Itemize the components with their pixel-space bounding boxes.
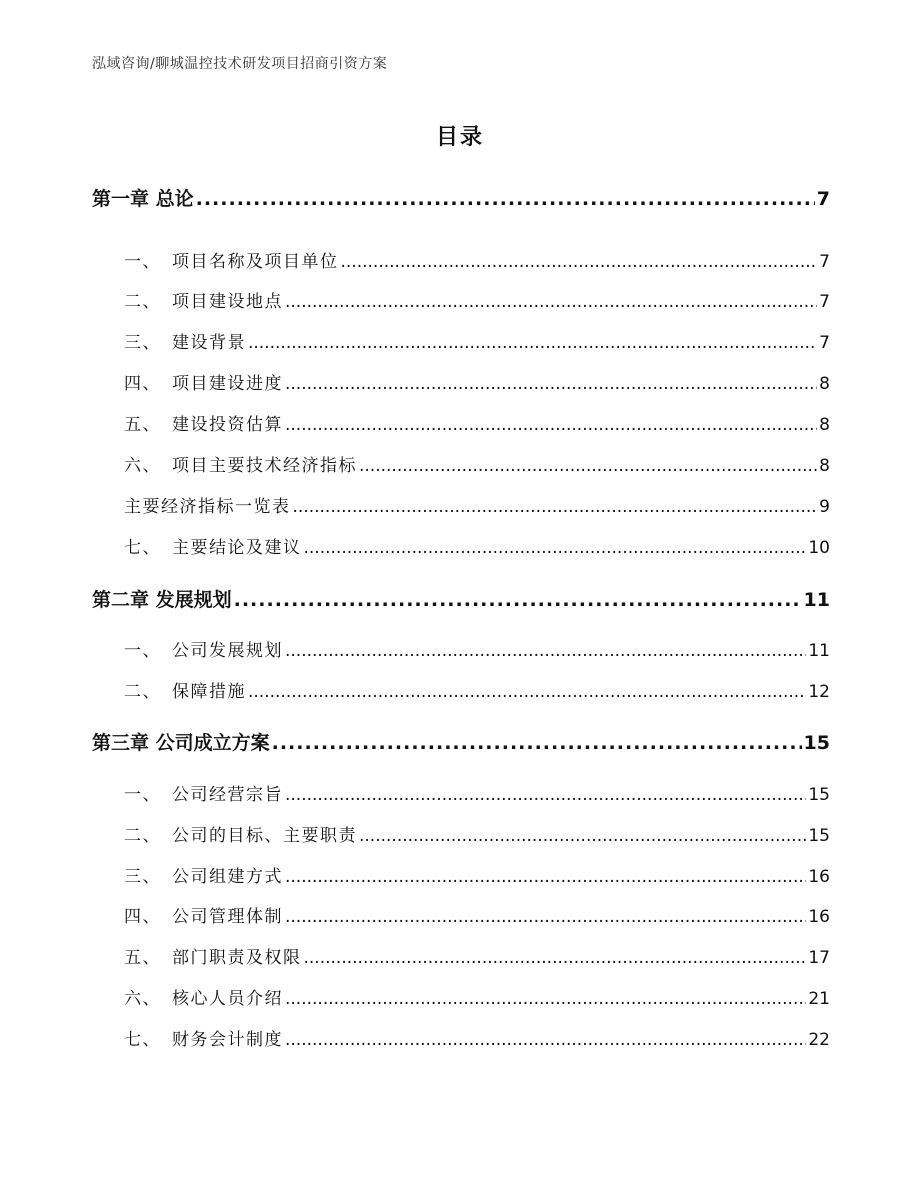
toc-leader-dots	[285, 415, 817, 435]
toc-section-entry[interactable]	[92, 821, 830, 846]
toc-leader-dots	[359, 456, 817, 476]
toc-section-entry[interactable]	[92, 492, 830, 517]
toc-section-entry[interactable]	[92, 677, 830, 702]
toc-leader-dots	[248, 333, 817, 353]
toc-entry-label	[92, 410, 283, 435]
toc-section-entry[interactable]	[92, 862, 830, 887]
toc-page-number: 21	[808, 989, 830, 1009]
toc-page-number: 7	[819, 292, 830, 312]
toc-section-entry[interactable]	[92, 636, 830, 661]
toc-entry-label	[92, 821, 357, 846]
toc-entry-label	[92, 328, 246, 353]
toc-entry-label: 第三章 公司成立方案	[92, 732, 270, 754]
toc-section-entry[interactable]	[92, 369, 830, 394]
toc-entry-text: 公司的目标、主要职责	[172, 826, 357, 846]
toc-page-number: 16	[808, 867, 830, 887]
toc-section-entry[interactable]	[92, 451, 830, 476]
toc-page-number: 7	[816, 188, 830, 210]
toc-entry-text: 公司组建方式	[172, 867, 283, 887]
toc-entry-text: 建设投资估算	[172, 415, 283, 435]
toc-entry-text: 项目主要技术经济指标	[172, 456, 357, 476]
toc-section-entry[interactable]	[92, 328, 830, 353]
toc-entry-text: 公司经营宗旨	[172, 785, 283, 805]
toc-entry-text: 主要结论及建议	[172, 538, 302, 558]
toc-leader-dots	[359, 826, 806, 846]
toc-entry-label	[92, 984, 283, 1009]
toc-entry-number: 六、	[124, 456, 161, 476]
toc-entry-text: 财务会计制度	[172, 1030, 283, 1050]
toc-page-number: 11	[808, 641, 830, 661]
toc-section-entry[interactable]	[92, 902, 830, 927]
toc-entry-text: 项目名称及项目单位	[172, 252, 339, 272]
toc-entry-label	[92, 533, 302, 558]
toc-leader-dots	[272, 732, 802, 754]
toc-leader-dots	[234, 589, 802, 611]
toc-page-number: 12	[808, 682, 830, 702]
toc-entry-number: 一、	[124, 641, 161, 661]
toc-entry-label	[92, 636, 283, 661]
toc-section-entry[interactable]	[92, 943, 830, 968]
toc-leader-dots	[285, 867, 806, 887]
toc-entry-number: 二、	[124, 682, 161, 702]
toc-section-entry[interactable]	[92, 410, 830, 435]
toc-leader-dots	[285, 374, 817, 394]
toc-leader-dots	[196, 188, 815, 210]
toc-leader-dots	[304, 948, 807, 968]
toc-leader-dots	[285, 989, 806, 1009]
toc-entry-text: 建设背景	[172, 333, 246, 353]
toc-entry-number: 二、	[124, 292, 161, 312]
toc-title: 目录	[435, 125, 484, 150]
toc-leader-dots	[341, 252, 818, 272]
toc-entry-number: 二、	[124, 826, 161, 846]
toc-page-number: 16	[808, 907, 830, 927]
toc-leader-dots	[285, 1030, 806, 1050]
toc-entry-label	[92, 1025, 283, 1050]
toc-page-number: 22	[808, 1030, 830, 1050]
toc-entry-text: 公司发展规划	[172, 641, 283, 661]
toc-section-entry[interactable]	[92, 287, 830, 312]
toc-entry-label	[92, 492, 291, 517]
toc-page-number: 8	[819, 456, 830, 476]
running-header: 泓域咨询/聊城温控技术研发项目招商引资方案	[92, 56, 388, 72]
toc-entry-number: 三、	[124, 333, 161, 353]
toc-leader-dots	[304, 538, 807, 558]
toc-section-entry[interactable]	[92, 984, 830, 1009]
toc-page-number: 15	[808, 826, 830, 846]
toc-entry-label	[92, 902, 283, 927]
toc-entry-text: 保障措施	[172, 682, 246, 702]
toc-entry-number: 四、	[124, 907, 161, 927]
toc-entry-number: 五、	[124, 415, 161, 435]
toc-page-number: 7	[819, 333, 830, 353]
toc-entry-text: 核心人员介绍	[172, 989, 283, 1009]
toc-entry-label: 第一章 总论	[92, 188, 194, 210]
toc-entry-label	[92, 451, 357, 476]
toc-page-number: 8	[819, 374, 830, 394]
toc-entry-text: 部门职责及权限	[172, 948, 302, 968]
toc-entry-number: 七、	[124, 1030, 161, 1050]
toc-chapter-entry[interactable]	[92, 585, 830, 612]
toc-entry-text: 公司管理体制	[172, 907, 283, 927]
toc-leader-dots	[285, 907, 806, 927]
toc-entry-number: 七、	[124, 538, 161, 558]
toc-entry-label	[92, 780, 283, 805]
toc-chapter-entry[interactable]	[92, 728, 830, 755]
toc-page-number: 8	[819, 415, 830, 435]
toc-section-entry[interactable]	[92, 247, 830, 272]
toc-leader-dots	[285, 641, 806, 661]
toc-leader-dots	[285, 292, 817, 312]
toc-entry-text: 项目建设进度	[172, 374, 283, 394]
toc-entry-label	[92, 677, 246, 702]
toc-page-number: 15	[808, 785, 830, 805]
toc-entry-number: 三、	[124, 867, 161, 887]
toc-entry-label: 第二章 发展规划	[92, 589, 232, 611]
toc-section-entry[interactable]	[92, 780, 830, 805]
toc-entry-number: 五、	[124, 948, 161, 968]
toc-page-number: 7	[819, 252, 830, 272]
toc-leader-dots	[248, 682, 806, 702]
toc-leader-dots	[293, 497, 818, 517]
toc-entry-number: 六、	[124, 989, 161, 1009]
toc-page-number: 10	[808, 538, 830, 558]
toc-section-entry[interactable]	[92, 533, 830, 558]
toc-page-number: 15	[803, 732, 830, 754]
toc-entry-label	[92, 369, 283, 394]
toc-chapter-entry[interactable]	[92, 184, 830, 211]
toc-entry-label	[92, 943, 302, 968]
toc-page-number: 11	[803, 589, 830, 611]
toc-section-entry[interactable]	[92, 1025, 830, 1050]
toc-entry-label	[92, 287, 283, 312]
toc-page-number: 17	[808, 948, 830, 968]
toc-page-number: 9	[819, 497, 830, 517]
toc-entry-number: 一、	[124, 252, 161, 272]
toc-entry-number: 四、	[124, 374, 161, 394]
toc-leader-dots	[285, 785, 806, 805]
toc-entry-text: 项目建设地点	[172, 292, 283, 312]
toc-entry-label	[92, 862, 283, 887]
toc-entry-text: 主要经济指标一览表	[124, 497, 291, 517]
toc-entry-label	[92, 247, 339, 272]
toc-entry-number: 一、	[124, 785, 161, 805]
